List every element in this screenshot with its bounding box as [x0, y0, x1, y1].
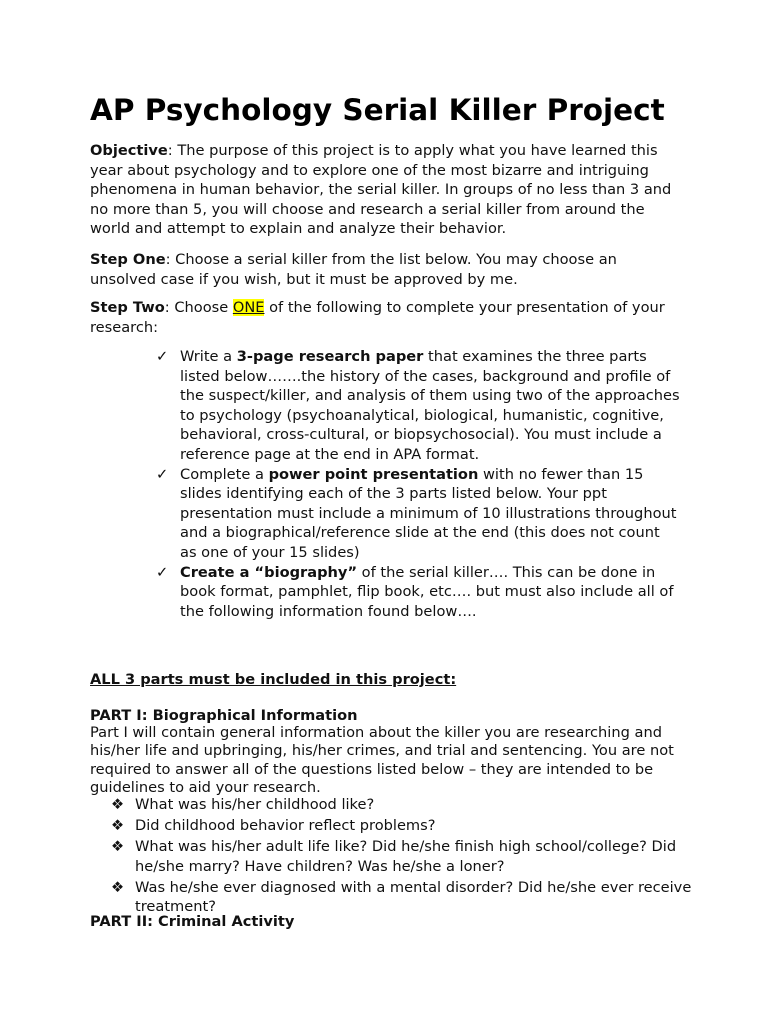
option-bold: power point presentation	[268, 465, 479, 483]
checkmark-icon: ✓	[156, 563, 169, 581]
diamond-bullet-icon: ❖	[111, 817, 125, 835]
question-item	[111, 795, 695, 815]
option-pre: Write a	[180, 348, 237, 365]
all-parts-heading: ALL 3 parts must be included in this project:	[90, 671, 457, 688]
step-two-pre: : Choose	[164, 299, 233, 316]
option-biography	[156, 563, 680, 622]
diamond-bullet-icon: ❖	[111, 878, 125, 896]
step-one-paragraph	[90, 250, 682, 289]
question-text: What was his/her childhood like?	[135, 796, 375, 813]
step-two-post: of the following to complete your presentation of your research:	[90, 299, 665, 336]
checkmark-icon: ✓	[156, 348, 169, 365]
option-bold: 3-page research paper	[236, 348, 424, 365]
question-text: Did childhood behavior reflect problems?	[135, 817, 436, 835]
option-power-point	[156, 465, 680, 563]
step-two-highlight: ONE	[232, 299, 265, 316]
question-text: What was his/her adult life like? Did he/she finish high school/college? Did he/she marry? Have children? Was he/she a loner?	[135, 838, 677, 875]
diamond-bullet-icon: ❖	[111, 796, 125, 813]
step-one-label: Step One	[90, 251, 166, 268]
page-title: AP Psychology Serial Killer Project	[90, 93, 665, 127]
step-one-text: : Choose a serial killer from the list below. You may choose an unsolved case if you wish, but it must be approved by me.	[90, 251, 617, 288]
option-bold: Create a “biography”	[180, 563, 358, 581]
option-post: that examines the three parts listed below…….the history of the cases, background and profile of the suspect/killer, and analysis of them using two of the approaches to psychology (psychoanalytical, biological, humanistic, cognitive, behavioral, cross-cultural, or biopsychosocial). You must include a reference page at the end in APA format.	[180, 348, 680, 463]
objective-paragraph	[90, 141, 682, 239]
objective-label: Objective	[90, 142, 168, 159]
option-post: of the serial killer…. This can be done in book format, pamphlet, flip book, etc…. but must also include all of the following information found below….	[180, 563, 674, 620]
step-two-label: Step Two	[90, 299, 165, 316]
option-research-paper	[156, 347, 680, 465]
step-two-paragraph	[90, 298, 682, 337]
question-item	[111, 816, 695, 836]
question-item	[111, 837, 695, 876]
question-text: Was he/she ever diagnosed with a mental disorder? Did he/she ever receive treatment?	[135, 878, 692, 916]
diamond-bullet-icon: ❖	[111, 838, 125, 856]
part-one-questions	[111, 795, 695, 919]
part-one-heading: PART I: Biographical Information	[90, 707, 358, 724]
presentation-options-list	[156, 347, 680, 621]
part-one-intro: Part I will contain general information about the killer you are researching and his/her life and upbringing, his/her crimes, and trial and sentencing. You are not required to answer all of the questions listed below – they are intended to be guidelines to aid your research.	[90, 724, 674, 797]
part-two-heading: PART II: Criminal Activity	[90, 913, 295, 930]
option-pre: Complete a	[180, 465, 269, 483]
objective-text: : The purpose of this project is to apply what you have learned this year about psychology and to explore one of the most bizarre and intriguing phenomena in human behavior, the serial killer. In groups of no less than 3 and no more than 5, you will choose and research a serial killer from around the world and attempt to explain and analyze their behavior.	[90, 142, 672, 238]
checkmark-icon: ✓	[156, 465, 169, 483]
option-post: with no fewer than 15 slides identifying each of the 3 parts listed below. Your ppt presentation must include a minimum of 10 illustrations throughout and a biographical/reference slide at the end (this does not count as one of your 15 slides)	[180, 465, 677, 561]
